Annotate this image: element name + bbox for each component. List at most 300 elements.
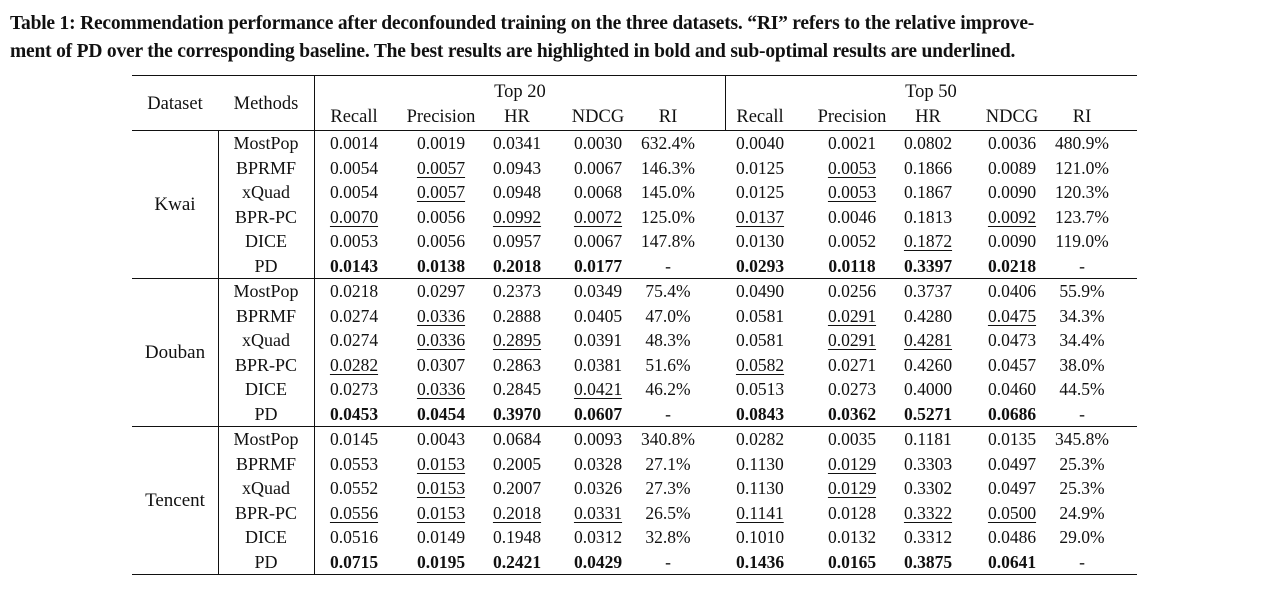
table-cell bbox=[806, 452, 898, 476]
table-cell bbox=[722, 427, 798, 451]
cell-value: 0.0036 bbox=[987, 133, 1037, 153]
table-cell bbox=[972, 402, 1052, 426]
table-cell bbox=[806, 377, 898, 401]
table-cell bbox=[633, 353, 703, 377]
header-top50-hr: HR bbox=[915, 107, 941, 127]
table-cell bbox=[806, 501, 898, 525]
table-cell bbox=[722, 377, 798, 401]
header-top50-recall: Recall bbox=[736, 107, 784, 127]
cell-value: 0.1867 bbox=[903, 182, 953, 203]
dataset-label-tencent: Tencent bbox=[145, 490, 205, 511]
table-cell bbox=[633, 304, 703, 328]
method-label: BPR-PC bbox=[234, 206, 298, 227]
cell-value: 0.0195 bbox=[416, 552, 466, 572]
table-cell bbox=[396, 131, 486, 155]
cell-value: 0.0019 bbox=[416, 133, 466, 153]
table-cell bbox=[1042, 156, 1122, 180]
cell-value: 0.0089 bbox=[987, 157, 1037, 178]
table-cell bbox=[316, 525, 392, 549]
table-cell bbox=[558, 427, 638, 451]
cell-value: - bbox=[665, 256, 671, 276]
cell-value: 0.0149 bbox=[416, 527, 466, 548]
table-cell bbox=[806, 525, 898, 549]
cell-value: 0.0021 bbox=[827, 133, 877, 153]
table-cell bbox=[482, 353, 552, 377]
cell-value: - bbox=[1079, 552, 1085, 572]
table-cell bbox=[722, 156, 798, 180]
table-cell bbox=[806, 156, 898, 180]
cell-value: 48.3% bbox=[645, 330, 691, 351]
caption-line-1: Table 1: Recommendation performance after deconfounded training on the three datasets. “RI” refers to the relative improve- bbox=[10, 13, 1035, 34]
table-cell bbox=[972, 353, 1052, 377]
cell-value: 0.0326 bbox=[573, 478, 623, 499]
table-cell bbox=[806, 353, 898, 377]
table-cell bbox=[1042, 205, 1122, 229]
cell-value: 0.0128 bbox=[827, 502, 877, 523]
cell-value: 0.0341 bbox=[492, 133, 542, 153]
cell-value: - bbox=[665, 552, 671, 572]
cell-value: 0.0138 bbox=[416, 256, 466, 276]
table-cell bbox=[558, 353, 638, 377]
table-cell bbox=[558, 377, 638, 401]
table-cell bbox=[396, 205, 486, 229]
table-cell bbox=[482, 525, 552, 549]
table-cell bbox=[558, 304, 638, 328]
table-cell bbox=[396, 476, 486, 500]
table-cell bbox=[558, 525, 638, 549]
table-cell bbox=[806, 550, 898, 574]
table-cell bbox=[558, 229, 638, 253]
table-cell bbox=[972, 328, 1052, 352]
table-cell bbox=[482, 131, 552, 155]
cell-value: 0.0291 bbox=[827, 305, 877, 326]
table-cell bbox=[396, 353, 486, 377]
table-cell bbox=[893, 205, 963, 229]
cell-value: 0.0274 bbox=[329, 305, 379, 326]
table-cell bbox=[558, 279, 638, 303]
header-top20: Top 20 bbox=[494, 82, 546, 102]
table-cell bbox=[1042, 501, 1122, 525]
cell-value: 0.0336 bbox=[416, 330, 466, 351]
cell-value: 0.1130 bbox=[736, 478, 784, 499]
table-cell bbox=[316, 550, 392, 574]
table-cell bbox=[1042, 452, 1122, 476]
cell-value: 0.2888 bbox=[492, 305, 542, 326]
cell-value: 34.3% bbox=[1059, 305, 1105, 326]
table-cell bbox=[722, 476, 798, 500]
table-cell bbox=[893, 131, 963, 155]
table-cell bbox=[893, 525, 963, 549]
cell-value: 0.2863 bbox=[492, 354, 542, 375]
table-cell bbox=[558, 402, 638, 426]
method-label: DICE bbox=[245, 379, 287, 400]
table-cell bbox=[1042, 476, 1122, 500]
table-cell bbox=[972, 254, 1052, 278]
table-cell bbox=[1042, 328, 1122, 352]
table-cell bbox=[316, 328, 392, 352]
table-cell bbox=[806, 476, 898, 500]
header-methods: Methods bbox=[233, 94, 299, 114]
cell-value: 0.3322 bbox=[903, 502, 953, 523]
table-cell bbox=[893, 452, 963, 476]
cell-value: 0.0328 bbox=[573, 453, 623, 474]
cell-value: 0.0457 bbox=[987, 354, 1037, 375]
table-cell bbox=[558, 550, 638, 574]
table-cell bbox=[633, 501, 703, 525]
table-cell bbox=[1042, 353, 1122, 377]
table-cell bbox=[722, 550, 798, 574]
table-cell bbox=[633, 180, 703, 204]
cell-value: 0.0556 bbox=[329, 502, 379, 523]
table-cell bbox=[633, 279, 703, 303]
cell-value: 0.0273 bbox=[827, 379, 877, 400]
table-cell bbox=[806, 304, 898, 328]
table-cell bbox=[893, 476, 963, 500]
table-cell bbox=[893, 550, 963, 574]
cell-value: 0.3303 bbox=[903, 453, 953, 474]
table-cell bbox=[316, 476, 392, 500]
cell-value: 0.2373 bbox=[492, 281, 542, 301]
table-cell bbox=[972, 452, 1052, 476]
table-cell bbox=[722, 328, 798, 352]
cell-value: 0.0843 bbox=[735, 404, 785, 424]
caption-line-2: ment of PD over the corresponding baseline. The best results are highlighted in bold and sub-optimal results are underlined. bbox=[10, 41, 1016, 62]
methods-divider bbox=[314, 75, 315, 574]
table-cell bbox=[396, 550, 486, 574]
table-cell bbox=[316, 501, 392, 525]
table-cell bbox=[893, 254, 963, 278]
cell-value: 0.0297 bbox=[416, 281, 466, 301]
table-cell bbox=[633, 402, 703, 426]
table-cell bbox=[316, 205, 392, 229]
method-label: PD bbox=[254, 256, 278, 276]
table-cell bbox=[316, 427, 392, 451]
cell-value: 0.0516 bbox=[329, 527, 379, 548]
table-cell bbox=[558, 156, 638, 180]
cell-value: 0.0056 bbox=[416, 231, 466, 252]
cell-value: 0.0070 bbox=[329, 206, 379, 227]
table-cell bbox=[316, 180, 392, 204]
table-cell bbox=[972, 525, 1052, 549]
table-cell bbox=[893, 279, 963, 303]
cell-value: 0.0641 bbox=[987, 552, 1037, 572]
cell-value: 0.0057 bbox=[416, 182, 466, 203]
table-cell bbox=[482, 452, 552, 476]
method-label: BPR-PC bbox=[234, 354, 298, 375]
cell-value: 0.0454 bbox=[416, 404, 466, 424]
table-cell bbox=[893, 377, 963, 401]
cell-value: - bbox=[665, 404, 671, 424]
cell-value: 0.0256 bbox=[827, 281, 877, 301]
table-cell bbox=[722, 525, 798, 549]
cell-value: 34.4% bbox=[1059, 330, 1105, 351]
cell-value: 0.0014 bbox=[329, 133, 379, 153]
method-label: MostPop bbox=[233, 281, 299, 301]
cell-value: 480.9% bbox=[1055, 133, 1109, 153]
table-cell bbox=[806, 427, 898, 451]
cell-value: 0.0068 bbox=[573, 182, 623, 203]
cell-value: 0.2845 bbox=[492, 379, 542, 400]
cell-value: 0.0282 bbox=[735, 429, 785, 449]
table-cell bbox=[1042, 304, 1122, 328]
table-cell bbox=[482, 501, 552, 525]
cell-value: 0.0273 bbox=[329, 379, 379, 400]
table-cell bbox=[1042, 427, 1122, 451]
table-cell bbox=[1042, 525, 1122, 549]
cell-value: 0.0052 bbox=[827, 231, 877, 252]
table-cell bbox=[972, 377, 1052, 401]
cell-value: 0.0581 bbox=[735, 305, 785, 326]
cell-value: 0.0291 bbox=[827, 330, 877, 351]
table-cell bbox=[722, 279, 798, 303]
cell-value: 0.0992 bbox=[492, 206, 542, 227]
method-label: DICE bbox=[245, 231, 287, 252]
cell-value: 25.3% bbox=[1059, 478, 1105, 499]
header-top50-ri: RI bbox=[1072, 107, 1092, 127]
cell-value: 0.0497 bbox=[987, 453, 1037, 474]
table-cell bbox=[806, 180, 898, 204]
table-cell bbox=[806, 328, 898, 352]
cell-value: 0.0053 bbox=[827, 182, 877, 203]
table-cell bbox=[396, 525, 486, 549]
cell-value: 0.0030 bbox=[573, 133, 623, 153]
cell-value: 0.0293 bbox=[735, 256, 785, 276]
table-cell bbox=[972, 156, 1052, 180]
cell-value: 0.4280 bbox=[903, 305, 953, 326]
cell-value: 123.7% bbox=[1055, 206, 1109, 227]
table-cell bbox=[482, 427, 552, 451]
cell-value: 0.1010 bbox=[735, 527, 785, 548]
cell-value: 0.2421 bbox=[492, 552, 542, 572]
cell-value: 75.4% bbox=[645, 281, 691, 301]
cell-value: 0.2007 bbox=[492, 478, 542, 499]
method-label: BPRMF bbox=[235, 453, 297, 474]
table-cell bbox=[1042, 279, 1122, 303]
table-cell bbox=[482, 402, 552, 426]
cell-value: 47.0% bbox=[645, 305, 691, 326]
table-cell bbox=[316, 452, 392, 476]
table-cell bbox=[558, 328, 638, 352]
cell-value: 0.3397 bbox=[903, 256, 953, 276]
cell-value: 0.0453 bbox=[329, 404, 379, 424]
cell-value: 0.1130 bbox=[736, 453, 784, 474]
table-cell bbox=[316, 131, 392, 155]
table-cell bbox=[633, 550, 703, 574]
table-cell bbox=[722, 205, 798, 229]
table-cell bbox=[396, 229, 486, 253]
table-cell bbox=[396, 402, 486, 426]
cell-value: 0.0307 bbox=[416, 354, 466, 375]
cell-value: 0.0582 bbox=[735, 354, 785, 375]
cell-value: 0.0135 bbox=[987, 429, 1037, 449]
table-cell bbox=[482, 328, 552, 352]
cell-value: 0.0336 bbox=[416, 305, 466, 326]
cell-value: 29.0% bbox=[1059, 527, 1105, 548]
cell-value: 0.1813 bbox=[903, 206, 953, 227]
cell-value: 0.1436 bbox=[735, 552, 785, 572]
table-cell bbox=[482, 279, 552, 303]
table-cell bbox=[893, 180, 963, 204]
table-cell bbox=[893, 229, 963, 253]
dataset-label-kwai: Kwai bbox=[154, 194, 196, 215]
cell-value: 0.4000 bbox=[903, 379, 953, 400]
table-cell bbox=[558, 205, 638, 229]
table-cell bbox=[633, 131, 703, 155]
table-cell bbox=[396, 304, 486, 328]
cell-value: 0.0336 bbox=[416, 379, 466, 400]
cell-value: 0.0421 bbox=[573, 379, 623, 400]
header-dataset: Dataset bbox=[147, 94, 203, 114]
cell-value: 0.0460 bbox=[987, 379, 1037, 400]
cell-value: 0.2018 bbox=[492, 502, 542, 523]
cell-value: 0.1141 bbox=[736, 502, 784, 523]
cell-value: 0.0054 bbox=[329, 157, 379, 178]
method-label: MostPop bbox=[233, 133, 299, 153]
cell-value: 0.0118 bbox=[828, 256, 876, 276]
table-cell bbox=[722, 131, 798, 155]
table-cell bbox=[482, 205, 552, 229]
cell-value: 145.0% bbox=[641, 182, 695, 203]
table-cell bbox=[972, 229, 1052, 253]
cell-value: 0.0271 bbox=[827, 354, 877, 375]
cell-value: 0.0054 bbox=[329, 182, 379, 203]
cell-value: - bbox=[1079, 404, 1085, 424]
top-rule bbox=[132, 75, 1137, 76]
table-cell bbox=[316, 229, 392, 253]
cell-value: 24.9% bbox=[1059, 502, 1105, 523]
table-cell bbox=[722, 501, 798, 525]
cell-value: 120.3% bbox=[1055, 182, 1109, 203]
table-cell bbox=[316, 254, 392, 278]
table-cell bbox=[972, 501, 1052, 525]
table-cell bbox=[893, 304, 963, 328]
cell-value: 0.1866 bbox=[903, 157, 953, 178]
table-cell bbox=[806, 254, 898, 278]
table-cell bbox=[633, 254, 703, 278]
cell-value: - bbox=[1079, 256, 1085, 276]
cell-value: 0.2018 bbox=[492, 256, 542, 276]
table-cell bbox=[972, 427, 1052, 451]
table-cell bbox=[722, 254, 798, 278]
cell-value: 0.0093 bbox=[573, 429, 623, 449]
cell-value: 0.1948 bbox=[492, 527, 542, 548]
cell-value: 46.2% bbox=[645, 379, 691, 400]
method-label: BPR-PC bbox=[234, 502, 298, 523]
header-top50-ndcg: NDCG bbox=[985, 107, 1039, 127]
cell-value: 0.0145 bbox=[329, 429, 379, 449]
cell-value: 0.0165 bbox=[827, 552, 877, 572]
table-cell bbox=[482, 180, 552, 204]
table-cell bbox=[722, 229, 798, 253]
table-cell bbox=[396, 427, 486, 451]
method-label: xQuad bbox=[242, 478, 290, 499]
cell-value: 0.0497 bbox=[987, 478, 1037, 499]
table-cell bbox=[633, 328, 703, 352]
method-label: BPRMF bbox=[235, 157, 297, 178]
cell-value: 0.0053 bbox=[827, 157, 877, 178]
cell-value: 0.0218 bbox=[987, 256, 1037, 276]
cell-value: 44.5% bbox=[1059, 379, 1105, 400]
cell-value: 0.0274 bbox=[329, 330, 379, 351]
cell-value: 0.0177 bbox=[573, 256, 623, 276]
cell-value: 0.0129 bbox=[827, 478, 877, 499]
cell-value: 0.0067 bbox=[573, 231, 623, 252]
table-cell bbox=[972, 550, 1052, 574]
table-cell bbox=[806, 402, 898, 426]
table-cell bbox=[972, 131, 1052, 155]
table-caption bbox=[10, 10, 1272, 66]
cell-value: 32.8% bbox=[645, 527, 691, 548]
header-top20-recall: Recall bbox=[330, 107, 378, 127]
table-cell bbox=[482, 254, 552, 278]
table-cell bbox=[482, 156, 552, 180]
cell-value: 0.0581 bbox=[735, 330, 785, 351]
cell-value: 0.1181 bbox=[904, 429, 952, 449]
cell-value: 0.4260 bbox=[903, 354, 953, 375]
table-cell bbox=[806, 279, 898, 303]
cell-value: 0.0349 bbox=[573, 281, 623, 301]
cell-value: 632.4% bbox=[641, 133, 695, 153]
cell-value: 0.0943 bbox=[492, 157, 542, 178]
header-top20-hr: HR bbox=[504, 107, 530, 127]
table-cell bbox=[633, 452, 703, 476]
cell-value: 0.5271 bbox=[903, 404, 953, 424]
table-cell bbox=[633, 476, 703, 500]
cell-value: 51.6% bbox=[645, 354, 691, 375]
header-top20-ndcg: NDCG bbox=[571, 107, 625, 127]
cell-value: 0.0132 bbox=[827, 527, 877, 548]
cell-value: 147.8% bbox=[641, 231, 695, 252]
table-cell bbox=[558, 501, 638, 525]
table-cell bbox=[893, 402, 963, 426]
cell-value: 0.0686 bbox=[987, 404, 1037, 424]
table-cell bbox=[1042, 377, 1122, 401]
cell-value: 0.1872 bbox=[903, 231, 953, 252]
table-cell bbox=[633, 156, 703, 180]
table-cell bbox=[806, 205, 898, 229]
cell-value: 340.8% bbox=[641, 429, 695, 449]
cell-value: 125.0% bbox=[641, 206, 695, 227]
table-cell bbox=[316, 402, 392, 426]
cell-value: 0.0500 bbox=[987, 502, 1037, 523]
table-cell bbox=[893, 328, 963, 352]
table-cell bbox=[806, 229, 898, 253]
header-top20-ri: RI bbox=[658, 107, 678, 127]
table-cell bbox=[482, 476, 552, 500]
cell-value: 27.3% bbox=[645, 478, 691, 499]
table-cell bbox=[558, 254, 638, 278]
table-cell bbox=[893, 427, 963, 451]
table-cell bbox=[316, 279, 392, 303]
table-cell bbox=[1042, 229, 1122, 253]
cell-value: 0.0948 bbox=[492, 182, 542, 203]
cell-value: 0.0406 bbox=[987, 281, 1037, 301]
cell-value: 0.0090 bbox=[987, 231, 1037, 252]
cell-value: 0.0153 bbox=[416, 478, 466, 499]
table-cell bbox=[482, 304, 552, 328]
table-cell bbox=[633, 525, 703, 549]
table-cell bbox=[1042, 550, 1122, 574]
table-cell bbox=[482, 550, 552, 574]
table-cell bbox=[1042, 131, 1122, 155]
table-cell bbox=[1042, 402, 1122, 426]
table-cell bbox=[893, 156, 963, 180]
cell-value: 0.0143 bbox=[329, 256, 379, 276]
table-cell bbox=[633, 229, 703, 253]
cell-value: 0.0153 bbox=[416, 453, 466, 474]
method-label: PD bbox=[254, 404, 278, 424]
cell-value: 25.3% bbox=[1059, 453, 1105, 474]
